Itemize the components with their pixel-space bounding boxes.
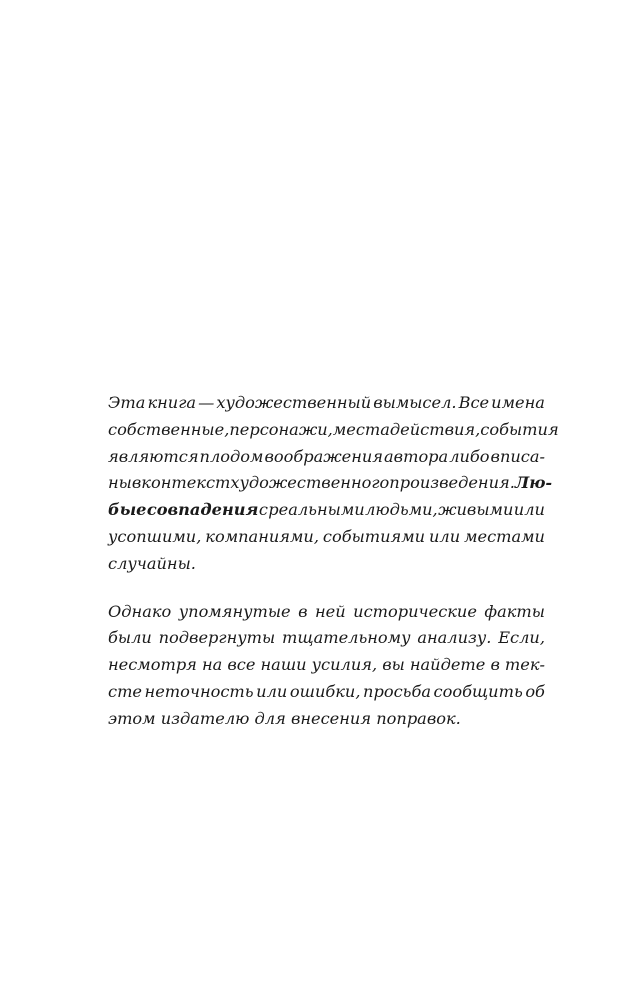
text-line	[108, 652, 545, 679]
word: Все	[458, 393, 490, 412]
word: просьба	[363, 681, 431, 701]
paragraph-gap	[108, 578, 545, 599]
word: Если,	[498, 628, 545, 648]
word: ней	[315, 601, 346, 621]
word: об	[525, 681, 545, 701]
disclaimer-paragraph-2	[108, 599, 545, 733]
word: в	[131, 473, 142, 493]
word: тщательному	[282, 628, 411, 648]
word: —	[198, 393, 215, 412]
word: анализу.	[417, 628, 492, 648]
word: найдете	[409, 655, 486, 675]
word: живыми	[438, 500, 514, 520]
word: произведения.	[389, 473, 515, 493]
word: действия,	[389, 419, 481, 439]
word: усопшими,	[108, 526, 202, 546]
emphasized-word: Лю-	[514, 473, 553, 493]
word: этом издателю для внесения поправок.	[108, 708, 461, 728]
word: события	[480, 419, 559, 439]
emphasized-word: бые	[108, 500, 147, 520]
word: контекст	[141, 473, 231, 493]
word: на	[201, 655, 223, 675]
word: случайны.	[108, 553, 196, 573]
word: персонажи,	[229, 419, 333, 439]
disclaimer-paragraph-1	[108, 390, 559, 578]
word: или	[513, 500, 545, 520]
text-line	[108, 679, 545, 706]
word: в	[298, 601, 308, 621]
text-line	[108, 551, 545, 578]
word: или	[429, 526, 461, 546]
word: людьми,	[365, 500, 438, 520]
text-line	[108, 444, 545, 471]
word: являются	[108, 446, 199, 466]
word: автора	[384, 446, 449, 466]
word: компаниями,	[205, 526, 319, 546]
word: все	[227, 655, 256, 675]
word: книга	[147, 393, 197, 412]
word: факты	[484, 601, 545, 621]
word: ны	[108, 473, 132, 493]
word: с	[258, 500, 268, 520]
word: событиями	[322, 526, 426, 546]
word: сте	[108, 681, 142, 701]
word: вы	[382, 655, 405, 675]
word: подвергнуты	[158, 628, 276, 648]
text-line	[108, 470, 553, 497]
word: исторические	[353, 601, 477, 621]
text-line	[108, 706, 545, 733]
text-line	[108, 497, 545, 524]
emphasized-word: совпадения	[146, 500, 259, 520]
word: реальными	[268, 500, 365, 520]
word: либо	[449, 446, 490, 466]
word: наши	[260, 655, 307, 675]
word: места	[332, 419, 390, 439]
word: собственные,	[108, 419, 230, 439]
text-line	[108, 599, 545, 626]
word: сообщить	[433, 681, 523, 701]
word: воображения	[264, 446, 384, 466]
word: усилия,	[311, 655, 378, 675]
word: Однако	[108, 601, 172, 621]
disclaimer-text	[108, 390, 559, 733]
word: местами	[464, 526, 545, 546]
text-line	[108, 417, 559, 444]
text-line	[108, 390, 545, 417]
word: Эта	[108, 393, 146, 412]
word: или	[256, 681, 288, 701]
word: ошибки,	[289, 681, 361, 701]
word: вписа-	[490, 446, 545, 466]
word: неточность	[144, 681, 254, 701]
word: художественного	[230, 473, 390, 493]
word: в	[490, 655, 500, 675]
word: тек-	[504, 655, 545, 675]
word: были	[108, 628, 152, 648]
word: художественный	[216, 393, 372, 412]
word: плодом	[199, 446, 264, 466]
text-line	[108, 524, 545, 551]
word: упомянутые	[178, 601, 291, 621]
word: имена	[491, 393, 545, 412]
word: несмотря	[108, 655, 197, 675]
word: вымысел.	[373, 393, 457, 412]
text-line	[108, 625, 545, 652]
